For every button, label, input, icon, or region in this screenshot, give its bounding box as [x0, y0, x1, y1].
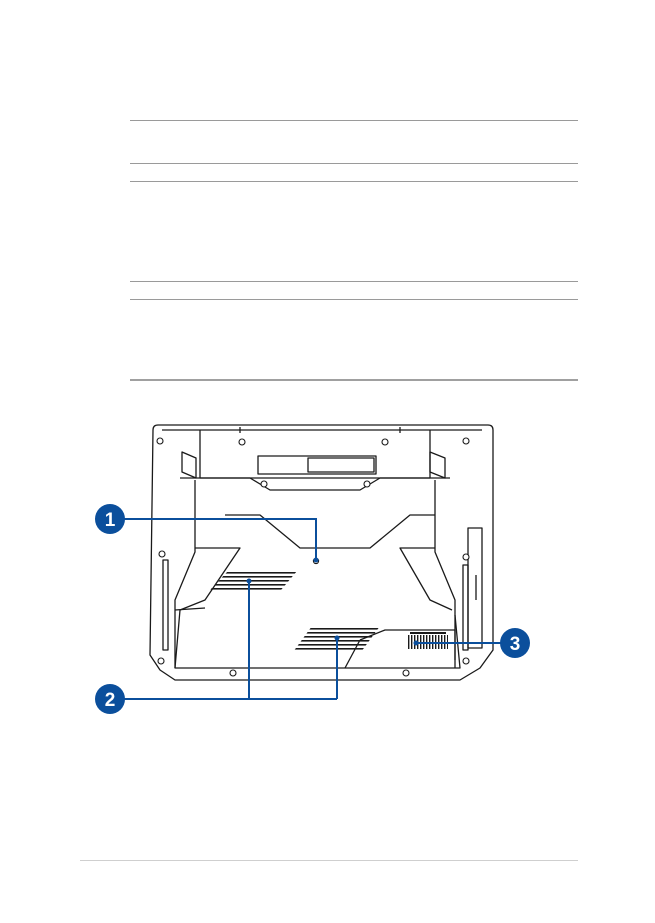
speaker-grille-label — [410, 632, 446, 634]
callout-3 — [500, 628, 530, 658]
callout-1 — [95, 504, 125, 534]
leader-lines — [113, 519, 513, 699]
callout-3-number: 3 — [509, 634, 521, 655]
callout-2-number: 2 — [104, 690, 116, 711]
callout-1-number: 1 — [104, 510, 116, 531]
callout-2 — [95, 684, 125, 714]
footer-rule — [80, 860, 578, 861]
